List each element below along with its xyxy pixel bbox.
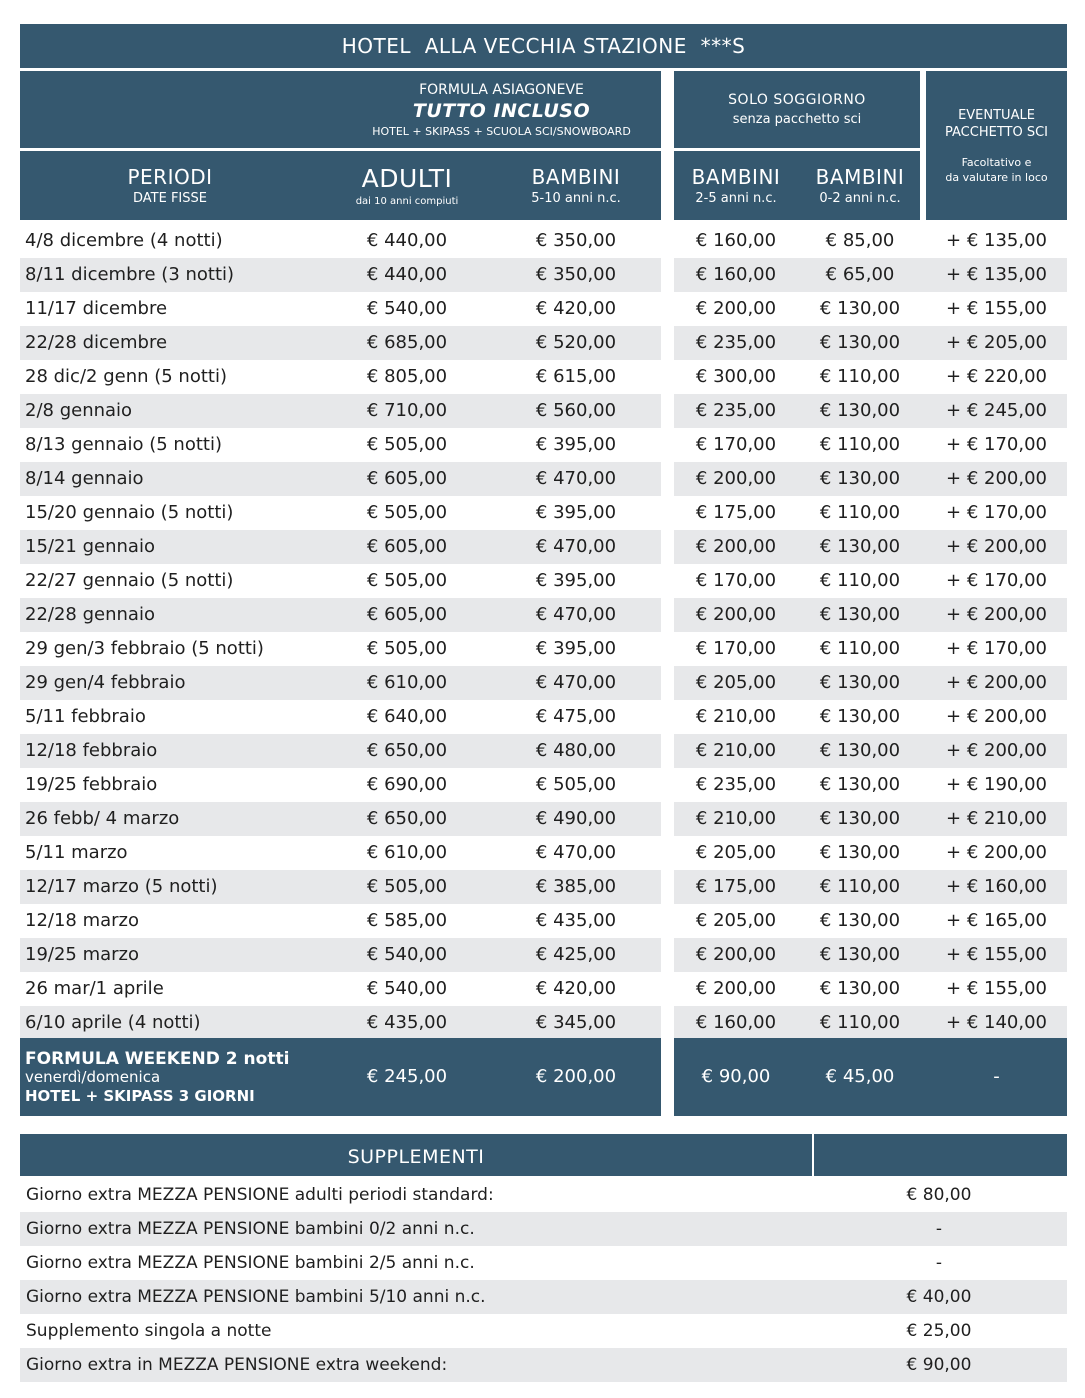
bambini-2-5-price-cell: € 200,00 [695,468,777,489]
bambini-5-10-price-cell: € 560,00 [535,400,617,421]
col-header-periodi [20,151,320,220]
bambini-5-10-price-cell: € 395,00 [535,638,617,659]
supplemento-label: Giorno extra MEZZA PENSIONE bambini 0/2 anni n.c. [26,1219,475,1239]
supplemento-row [20,1212,1067,1246]
bambini-0-2-price-cell: € 130,00 [819,944,901,965]
supplemento-value: - [935,1219,943,1239]
col-header-bambini-2-5 [676,151,796,220]
bambini-0-2-price-cell: € 130,00 [819,910,901,931]
pacchetto-sci-price-cell: + € 200,00 [946,536,1047,557]
bambini-0-2-price-cell: € 110,00 [819,1012,901,1033]
bambini-5-10-price-cell: € 395,00 [535,434,617,455]
table-row [20,564,1067,598]
supplemento-value: € 25,00 [906,1321,972,1341]
pacchetto-sci-price-cell: + € 205,00 [946,332,1047,353]
supplemento-label: Giorno extra in MEZZA PENSIONE extra weekend: [26,1355,448,1375]
weekend-row-right [674,1038,1067,1116]
table-row [20,496,1067,530]
weekend-bambini-2-5: € 90,00 [701,1066,771,1087]
bambini-5-10-price-cell: € 470,00 [535,604,617,625]
period-cell: 5/11 febbraio [25,706,146,727]
pacchetto-note-2: da valutare in loco [945,170,1048,184]
supplementi-table [20,1178,1067,1382]
bambini-0-2-price-cell: € 110,00 [819,876,901,897]
bambini-5-10-price-cell: € 350,00 [535,230,617,251]
adulti-price-cell: € 605,00 [366,604,448,625]
bambini-5-10-price-cell: € 490,00 [535,808,617,829]
bambini-5-10-price-cell: € 615,00 [535,366,617,387]
column-headers-left [20,151,661,220]
bambini-0-2-price-cell: € 130,00 [819,706,901,727]
bambini-2-5-price-cell: € 200,00 [695,944,777,965]
bambini-2-5-price-cell: € 170,00 [695,570,777,591]
pacchetto-sci-price-cell: + € 155,00 [946,978,1047,999]
bambini-2-5-price-cell: € 300,00 [695,366,777,387]
pacchetto-title-2: PACCHETTO SCI [945,124,1048,140]
table-row [20,428,1067,462]
solo-soggiorno-header [674,71,920,148]
period-cell: 26 mar/1 aprile [25,978,164,999]
period-cell: 15/21 gennaio [25,536,155,557]
col-header-bambini-0-2 [804,151,916,220]
bambini-5-10-price-cell: € 520,00 [535,332,617,353]
table-row [20,734,1067,768]
bambini-5-10-price-cell: € 385,00 [535,876,617,897]
bambini-2-5-price-cell: € 205,00 [695,672,777,693]
pacchetto-sci-price-cell: + € 220,00 [946,366,1047,387]
col-header-adulti [342,151,472,220]
pacchetto-sci-price-cell: + € 245,00 [946,400,1047,421]
bambini-2-5-price-cell: € 235,00 [695,332,777,353]
bambini-0-2-price-cell: € 110,00 [819,366,901,387]
adulti-price-cell: € 505,00 [366,570,448,591]
bambini-0-2-price-cell: € 130,00 [819,740,901,761]
period-cell: 2/8 gennaio [25,400,133,421]
table-row [20,632,1067,666]
period-cell: 4/8 dicembre (4 notti) [25,230,223,251]
supplementi-divider [812,1134,814,1176]
bambini-2-5-price-cell: € 160,00 [695,230,777,251]
table-row [20,598,1067,632]
col-adulti-title: ADULTI [361,164,453,193]
pacchetto-sci-price-cell: + € 170,00 [946,434,1047,455]
table-row [20,224,1067,258]
table-row [20,326,1067,360]
pacchetto-sci-price-cell: + € 200,00 [946,468,1047,489]
pacchetto-sci-price-cell: + € 210,00 [946,808,1047,829]
table-row [20,870,1067,904]
bambini-2-5-price-cell: € 205,00 [695,842,777,863]
period-cell: 19/25 marzo [25,944,140,965]
bambini-0-2-price-cell: € 130,00 [819,672,901,693]
bambini-5-10-price-cell: € 470,00 [535,536,617,557]
period-cell: 8/14 gennaio [25,468,144,489]
formula-header [20,71,661,148]
bambini-0-2-price-cell: € 130,00 [819,332,901,353]
bambini-2-5-price-cell: € 160,00 [695,1012,777,1033]
table-row [20,530,1067,564]
bambini-2-5-price-cell: € 200,00 [695,978,777,999]
supplemento-value: - [935,1253,943,1273]
table-row [20,258,1067,292]
col-periodi-sub: DATE FISSE [133,191,207,206]
supplementi-header [20,1134,1067,1176]
adulti-price-cell: € 605,00 [366,468,448,489]
bambini-0-2-price-cell: € 130,00 [819,774,901,795]
pacchetto-sci-price-cell: + € 165,00 [946,910,1047,931]
bambini-2-5-price-cell: € 200,00 [695,298,777,319]
supplemento-row [20,1178,1067,1212]
weekend-bambini-5-10: € 200,00 [535,1066,617,1087]
formula-tagline: TUTTO INCLUSO [412,100,591,122]
bambini-5-10-price-cell: € 435,00 [535,910,617,931]
table-row [20,292,1067,326]
bambini-5-10-price-cell: € 480,00 [535,740,617,761]
adulti-price-cell: € 435,00 [366,1012,448,1033]
period-cell: 19/25 febbraio [25,774,158,795]
supplemento-label: Supplemento singola a notte [26,1321,272,1341]
supplemento-row [20,1280,1067,1314]
period-cell: 12/17 marzo (5 notti) [25,876,218,897]
bambini-2-5-price-cell: € 200,00 [695,536,777,557]
table-row [20,938,1067,972]
period-cell: 11/17 dicembre [25,298,168,319]
table-row [20,1006,1067,1040]
supplemento-label: Giorno extra MEZZA PENSIONE bambini 5/10 anni n.c. [26,1287,486,1307]
bambini-5-10-price-cell: € 470,00 [535,672,617,693]
formula-name: FORMULA ASIAGONEVE [419,82,584,98]
period-cell: 22/28 dicembre [25,332,168,353]
col-header-bambini-5-10 [510,151,642,220]
bambini-2-5-price-cell: € 210,00 [695,706,777,727]
col-b25-sub: 2-5 anni n.c. [695,191,777,206]
weekend-row-left [20,1038,661,1116]
bambini-5-10-price-cell: € 505,00 [535,774,617,795]
bambini-5-10-price-cell: € 420,00 [535,978,617,999]
bambini-5-10-price-cell: € 345,00 [535,1012,617,1033]
bambini-5-10-price-cell: € 470,00 [535,468,617,489]
bambini-0-2-price-cell: € 130,00 [819,604,901,625]
weekend-includes: HOTEL + SKIPASS 3 GIORNI [25,1087,255,1105]
col-periodi-title: PERIODI [127,165,213,189]
bambini-0-2-price-cell: € 110,00 [819,638,901,659]
solo-soggiorno-title: SOLO SOGGIORNO [728,92,866,108]
adulti-price-cell: € 440,00 [366,264,448,285]
bambini-5-10-price-cell: € 475,00 [535,706,617,727]
period-cell: 26 febb/ 4 marzo [25,808,180,829]
bambini-5-10-price-cell: € 350,00 [535,264,617,285]
pacchetto-sci-price-cell: + € 170,00 [946,638,1047,659]
supplemento-value: € 80,00 [906,1185,972,1205]
supplemento-row [20,1314,1067,1348]
col-adulti-sub: dai 10 anni compiuti [355,196,459,207]
adulti-price-cell: € 505,00 [366,434,448,455]
pacchetto-sci-price-cell: + € 200,00 [946,706,1047,727]
pacchetto-sci-price-cell: + € 200,00 [946,740,1047,761]
bambini-5-10-price-cell: € 395,00 [535,570,617,591]
adulti-price-cell: € 540,00 [366,298,448,319]
col-b25-title: BAMBINI [691,165,781,189]
pacchetto-sci-header [926,71,1067,220]
supplementi-title: SUPPLEMENTI [347,1146,485,1168]
table-row [20,972,1067,1006]
bambini-0-2-price-cell: € 130,00 [819,536,901,557]
bambini-2-5-price-cell: € 235,00 [695,400,777,421]
supplemento-value: € 40,00 [906,1287,972,1307]
pacchetto-sci-price-cell: + € 190,00 [946,774,1047,795]
formula-includes: HOTEL + SKIPASS + SCUOLA SCI/SNOWBOARD [372,125,631,138]
bambini-0-2-price-cell: € 130,00 [819,400,901,421]
adulti-price-cell: € 650,00 [366,740,448,761]
hotel-title-text: HOTEL ALLA VECCHIA STAZIONE ***S [341,34,746,58]
supplemento-row [20,1246,1067,1280]
pacchetto-sci-price-cell: + € 155,00 [946,944,1047,965]
period-cell: 22/28 gennaio [25,604,155,625]
adulti-price-cell: € 505,00 [366,502,448,523]
period-cell: 8/13 gennaio (5 notti) [25,434,222,455]
bambini-5-10-price-cell: € 420,00 [535,298,617,319]
table-row [20,904,1067,938]
bambini-2-5-price-cell: € 175,00 [695,876,777,897]
table-row [20,394,1067,428]
bambini-2-5-price-cell: € 170,00 [695,434,777,455]
period-cell: 22/27 gennaio (5 notti) [25,570,234,591]
table-row [20,462,1067,496]
bambini-0-2-price-cell: € 130,00 [819,978,901,999]
pacchetto-sci-price-cell: + € 200,00 [946,604,1047,625]
pacchetto-sci-price-cell: + € 155,00 [946,298,1047,319]
table-row [20,700,1067,734]
table-row [20,802,1067,836]
adulti-price-cell: € 540,00 [366,978,448,999]
table-row [20,768,1067,802]
pacchetto-title-1: EVENTUALE [958,107,1035,123]
bambini-2-5-price-cell: € 210,00 [695,740,777,761]
period-cell: 6/10 aprile (4 notti) [25,1012,201,1033]
weekend-bambini-0-2: € 45,00 [825,1066,895,1087]
pacchetto-sci-price-cell: + € 140,00 [946,1012,1047,1033]
bambini-0-2-price-cell: € 130,00 [819,808,901,829]
adulti-price-cell: € 640,00 [366,706,448,727]
bambini-5-10-price-cell: € 470,00 [535,842,617,863]
pacchetto-sci-price-cell: + € 200,00 [946,842,1047,863]
bambini-2-5-price-cell: € 200,00 [695,604,777,625]
period-cell: 15/20 gennaio (5 notti) [25,502,234,523]
bambini-0-2-price-cell: € 110,00 [819,434,901,455]
column-headers-right [674,151,920,220]
table-row [20,666,1067,700]
adulti-price-cell: € 690,00 [366,774,448,795]
price-table [20,224,1067,1040]
bambini-2-5-price-cell: € 205,00 [695,910,777,931]
bambini-2-5-price-cell: € 175,00 [695,502,777,523]
period-cell: 29 gen/4 febbraio [25,672,186,693]
adulti-price-cell: € 540,00 [366,944,448,965]
adulti-price-cell: € 505,00 [366,638,448,659]
adulti-price-cell: € 505,00 [366,876,448,897]
supplemento-label: Giorno extra MEZZA PENSIONE adulti periodi standard: [26,1185,494,1205]
table-row [20,360,1067,394]
bambini-5-10-price-cell: € 395,00 [535,502,617,523]
period-cell: 12/18 febbraio [25,740,158,761]
pacchetto-sci-price-cell: + € 170,00 [946,502,1047,523]
adulti-price-cell: € 610,00 [366,842,448,863]
adulti-price-cell: € 685,00 [366,332,448,353]
bambini-0-2-price-cell: € 110,00 [819,570,901,591]
bambini-2-5-price-cell: € 170,00 [695,638,777,659]
pacchetto-sci-price-cell: + € 170,00 [946,570,1047,591]
bambini-0-2-price-cell: € 130,00 [819,468,901,489]
table-row [20,836,1067,870]
pacchetto-sci-price-cell: + € 200,00 [946,672,1047,693]
weekend-pacchetto: - [993,1066,1000,1087]
bambini-0-2-price-cell: € 65,00 [825,264,895,285]
period-cell: 28 dic/2 genn (5 notti) [25,366,227,387]
col-b510-sub: 5-10 anni n.c. [531,191,621,206]
bambini-0-2-price-cell: € 110,00 [819,502,901,523]
supplemento-label: Giorno extra MEZZA PENSIONE bambini 2/5 anni n.c. [26,1253,475,1273]
weekend-days: venerdì/domenica [25,1068,161,1086]
col-b510-title: BAMBINI [531,165,621,189]
supplemento-row [20,1348,1067,1382]
weekend-title: FORMULA WEEKEND 2 notti [25,1049,290,1069]
col-b02-sub: 0-2 anni n.c. [819,191,901,206]
bambini-2-5-price-cell: € 160,00 [695,264,777,285]
pacchetto-sci-price-cell: + € 135,00 [946,230,1047,251]
bambini-0-2-price-cell: € 130,00 [819,842,901,863]
solo-soggiorno-sub: senza pacchetto sci [732,112,862,127]
bambini-2-5-price-cell: € 235,00 [695,774,777,795]
period-cell: 5/11 marzo [25,842,128,863]
hotel-title [20,24,1067,68]
pacchetto-sci-price-cell: + € 135,00 [946,264,1047,285]
adulti-price-cell: € 610,00 [366,672,448,693]
col-b02-title: BAMBINI [815,165,905,189]
period-cell: 29 gen/3 febbraio (5 notti) [25,638,264,659]
pacchetto-note-1: Facoltativo e [961,155,1032,169]
pacchetto-sci-price-cell: + € 160,00 [946,876,1047,897]
adulti-price-cell: € 585,00 [366,910,448,931]
adulti-price-cell: € 805,00 [366,366,448,387]
adulti-price-cell: € 710,00 [366,400,448,421]
adulti-price-cell: € 440,00 [366,230,448,251]
period-cell: 8/11 dicembre (3 notti) [25,264,235,285]
bambini-5-10-price-cell: € 425,00 [535,944,617,965]
bambini-0-2-price-cell: € 130,00 [819,298,901,319]
bambini-0-2-price-cell: € 85,00 [825,230,895,251]
weekend-adulti: € 245,00 [366,1066,448,1087]
bambini-2-5-price-cell: € 210,00 [695,808,777,829]
adulti-price-cell: € 605,00 [366,536,448,557]
supplemento-value: € 90,00 [906,1355,972,1375]
period-cell: 12/18 marzo [25,910,140,931]
adulti-price-cell: € 650,00 [366,808,448,829]
